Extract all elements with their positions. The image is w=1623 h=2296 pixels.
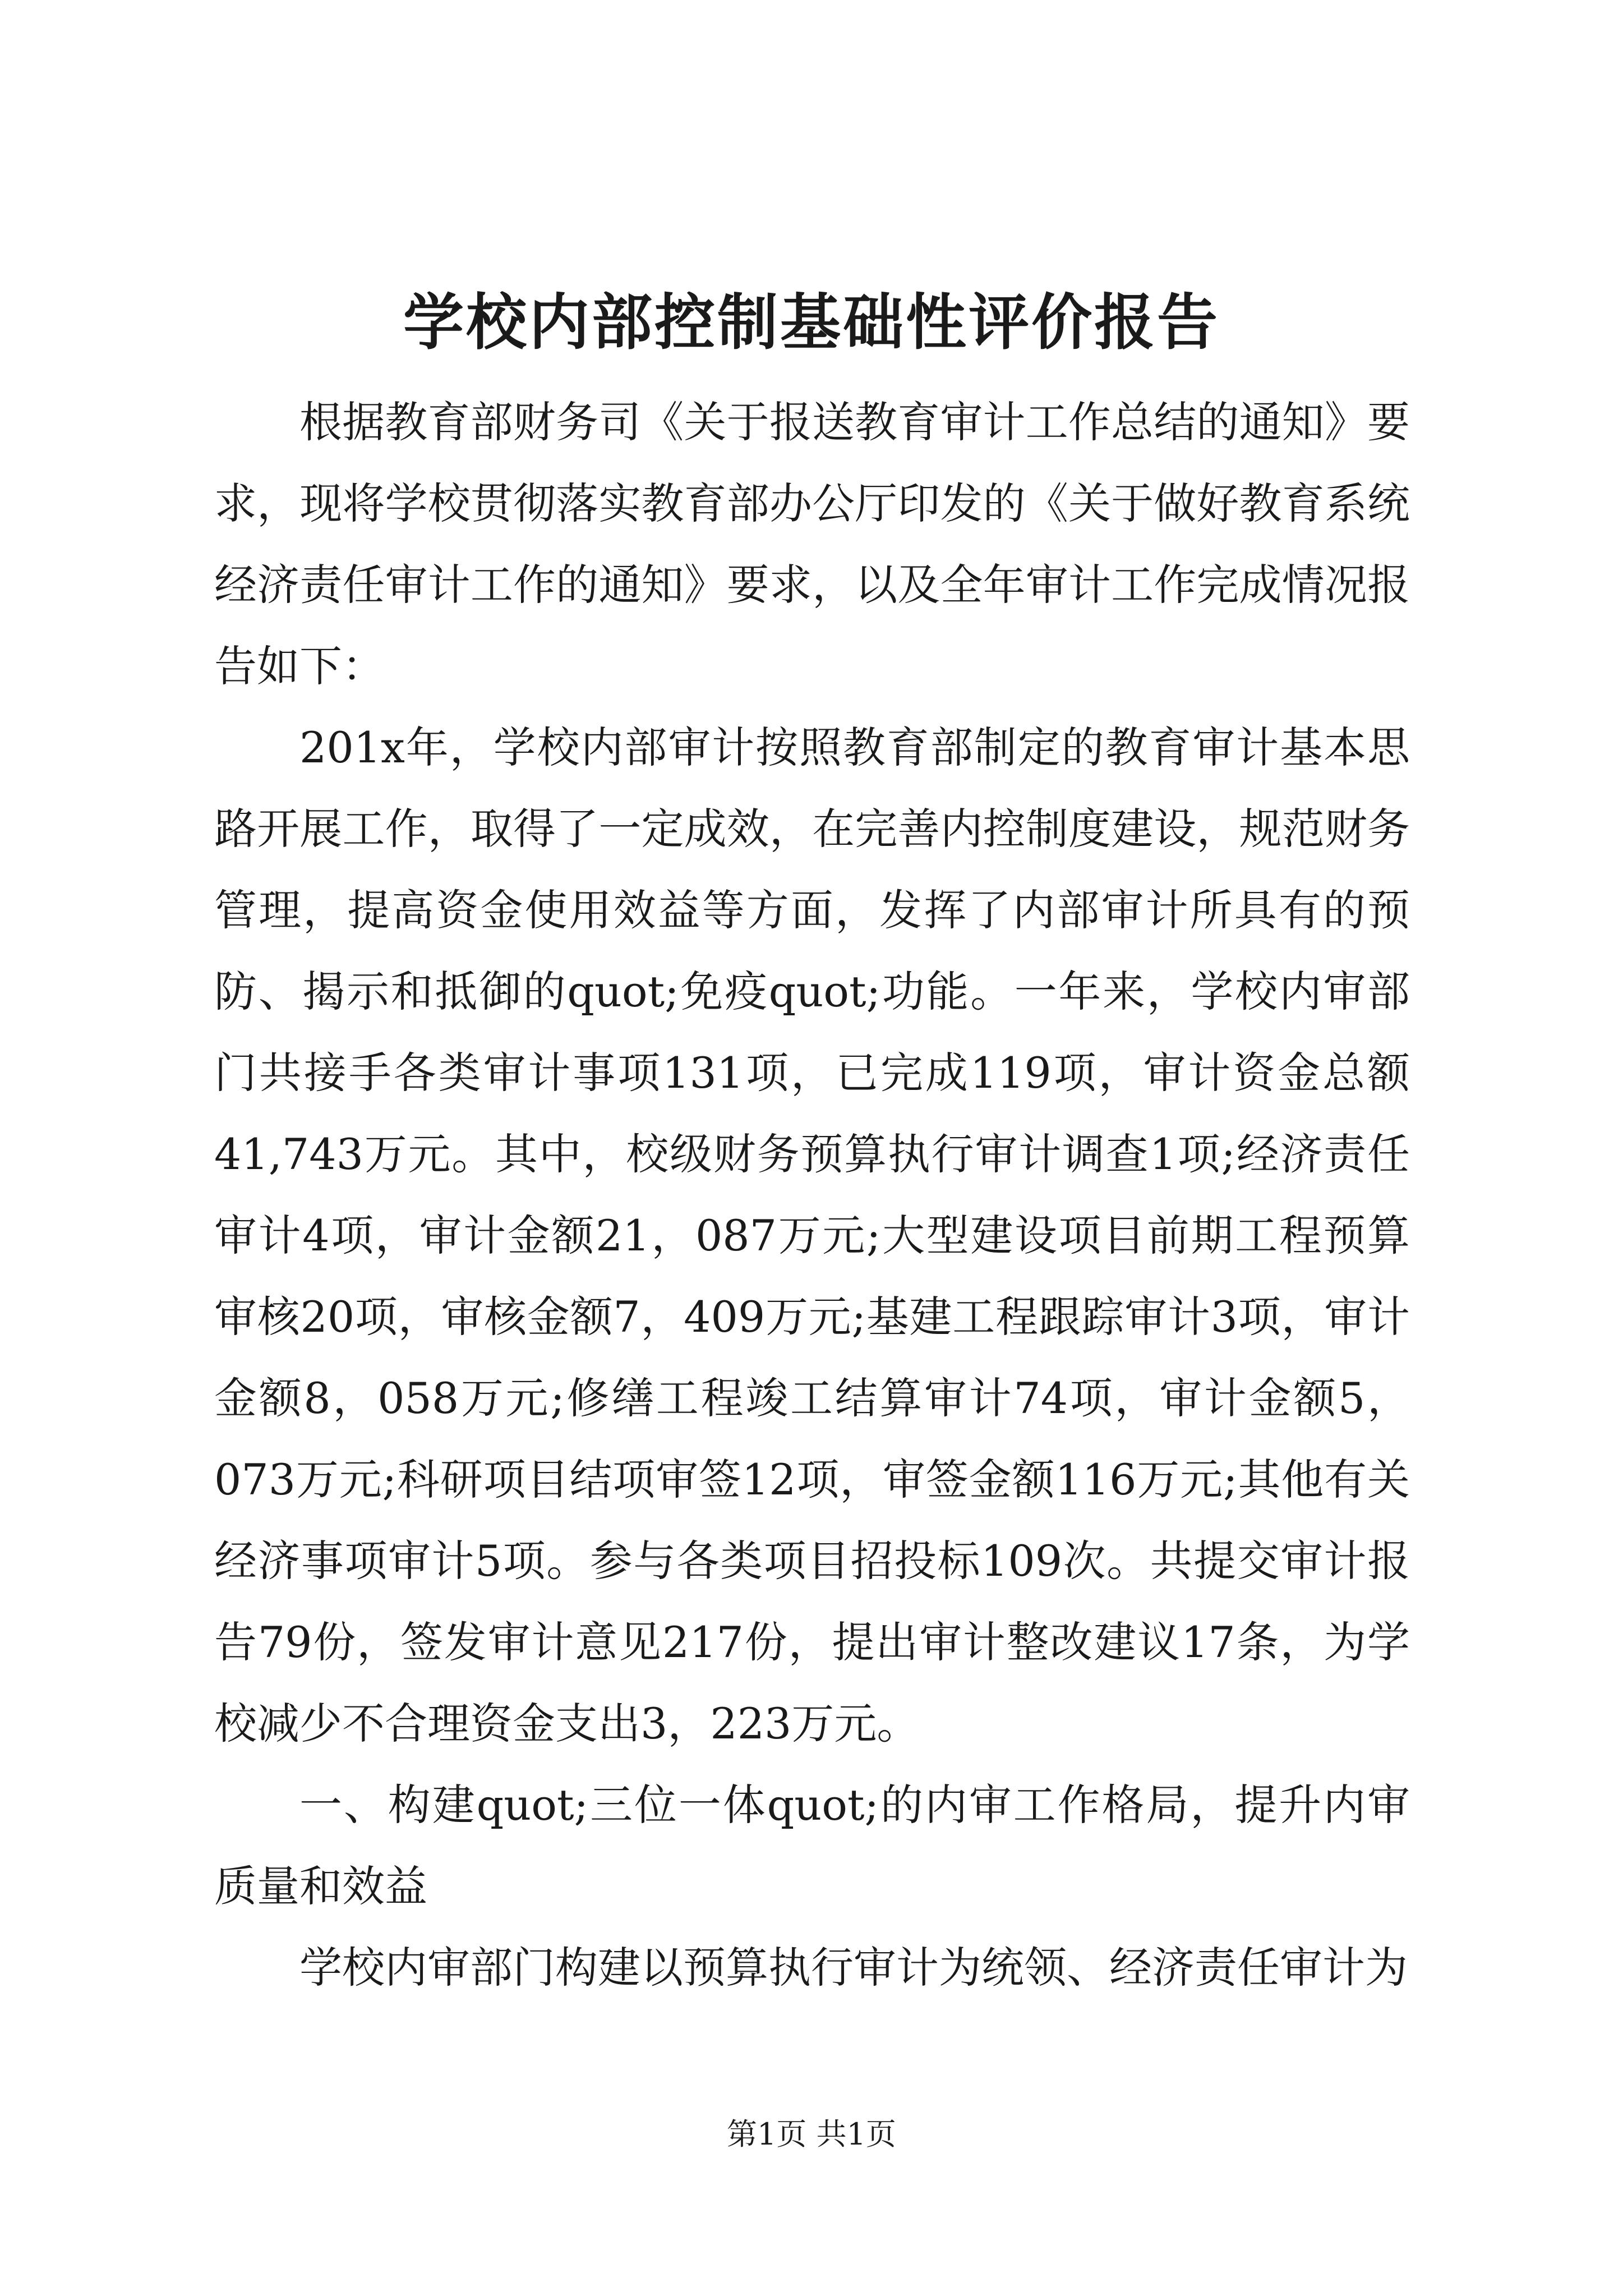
- section-heading-1: 一、构建quot;三位一体quot;的内审工作格局，提升内审质量和效益: [214, 1780, 1410, 1911]
- paragraph-section-1: 学校内审部门构建以预算执行审计为统领、经济责任审计为: [299, 1943, 1408, 1993]
- document-title: 学校内部控制基础性评价报告: [403, 287, 1220, 358]
- paragraph-intro: 根据教育部财务司《关于报送教育审计工作总结的通知》要求，现将学校贯彻落实教育部办公厅印发的《关于做好教育系统经济责任审计工作的通知》要求，以及全年审计工作完成情况报告如下：: [214, 397, 1410, 691]
- paragraph-summary: 201x年，学校内部审计按照教育部制定的教育审计基本思路开展工作，取得了一定成效，在完善内控制度建设，规范财务管理，提高资金使用效益等方面，发挥了内部审计所具有的预防、揭示和抵御的quot;免疫quot;功能。一年来，学校内审部门共接手各类审计事项131项，已完成119项，审计资金总额41,743万元。其中，校级财务预算执行审计调查1项;经济责任审计4项，审计金额21，087万元;大型建设项目前期工程预算审核20项，审核金额7，409万元;基建工程跟踪审计3项，审计金额8，058万元;修缮工程竣工结算审计74项，审计金额5，073万元;科研项目结项审签12项，审签金额116万元;其他有关经济事项审计5项。参与各类项目招投标109次。共提交审计报告79份，签发审计意见217份，提出审计整改建议17条，为学校减少不合理资金支出3，223万元。: [214, 723, 1410, 1749]
- page-footer: 第1页 共1页: [727, 2116, 896, 2152]
- document-body: [214, 381, 1410, 2008]
